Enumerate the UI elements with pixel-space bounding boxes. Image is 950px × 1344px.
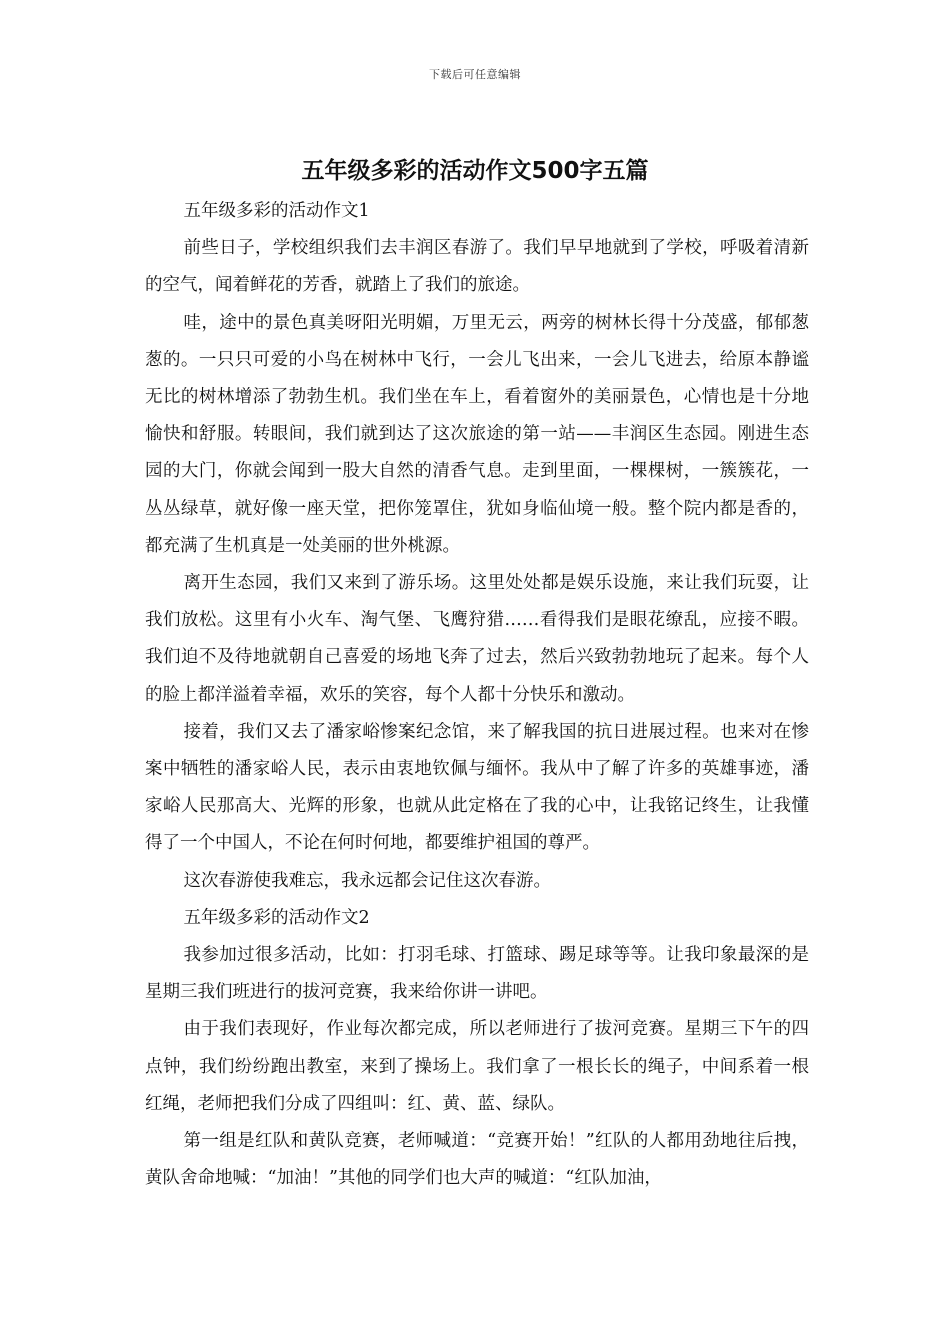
document-body <box>145 193 809 1197</box>
paragraph: 由于我们表现好，作业每次都完成，所以老师进行了拔河竞赛。星期三下午的四点钟，我们纷纷跑出教室，来到了操场上。我们拿了一根长长的绳子，中间系着一根红绳，老师把我们分成了四组叫：红、黄、蓝、绿队。 <box>145 1019 809 1114</box>
paragraph: 离开生态园，我们又来到了游乐场。这里处处都是娱乐设施，来让我们玩耍，让我们放松。这里有小火车、淘气堡、飞鹰狩猎……看得我们是眼花缭乱，应接不暇。我们迫不及待地就朝自己喜爱的场地飞奔了过去，然后兴致勃勃地玩了起来。每个人的脸上都洋溢着幸福，欢乐的笑容，每个人都十分快乐和激动。 <box>145 573 809 705</box>
paragraph: 接着，我们又去了潘家峪惨案纪念馆，来了解我国的抗日进展过程。也来对在惨案中牺牲的潘家峪人民，表示由衷地钦佩与缅怀。我从中了解了许多的英雄事迹，潘家峪人民那高大、光辉的形象，也就从此定格在了我的心中，让我铭记终生，让我懂得了一个中国人，不论在何时何地，都要维护祖国的尊严。 <box>145 721 809 854</box>
paragraph: 第一组是红队和黄队竞赛，老师喊道：“竞赛开始！”红队的人都用劲地往后拽，黄队舍命地喊：“加油！”其他的同学们也大声的喊道：“红队加油， <box>145 1131 809 1189</box>
paragraph: 哇，途中的景色真美呀阳光明媚，万里无云，两旁的树林长得十分茂盛，郁郁葱葱的。一只只可爱的小鸟在树林中飞行，一会儿飞出来，一会儿飞进去，给原本静谧无比的树林增添了勃勃生机。我们坐在车上，看着窗外的美丽景色，心情也是十分地愉快和舒服。转眼间，我们就到达了这次旅途的第一站——丰润区生态园。刚进生态园的大门，你就会闻到一股大自然的清香气息。走到里面，一棵棵树，一簇簇花，一丛丛绿草，就好像一座天堂，把你笼罩住，犹如身临仙境一般。整个院内都是香的，都充满了生机真是一处美丽的世外桃源。 <box>145 312 809 556</box>
document-title: 五年级多彩的活动作文500字五篇 <box>301 158 649 184</box>
paragraph: 我参加过很多活动，比如：打羽毛球、打篮球、踢足球等等。让我印象最深的是星期三我们班进行的拔河竞赛，我来给你讲一讲吧。 <box>145 945 809 1003</box>
paragraph: 五年级多彩的活动作文2 <box>183 907 370 928</box>
paragraph: 五年级多彩的活动作文1 <box>183 201 370 221</box>
paragraph: 前些日子，学校组织我们去丰润区春游了。我们早早地就到了学校，呼吸着清新的空气，闻着鲜花的芳香，就踏上了我们的旅途。 <box>145 238 809 296</box>
header-note: 下载后可任意编辑 <box>429 68 521 81</box>
paragraph: 这次春游使我难忘，我永远都会记住这次春游。 <box>183 870 551 891</box>
